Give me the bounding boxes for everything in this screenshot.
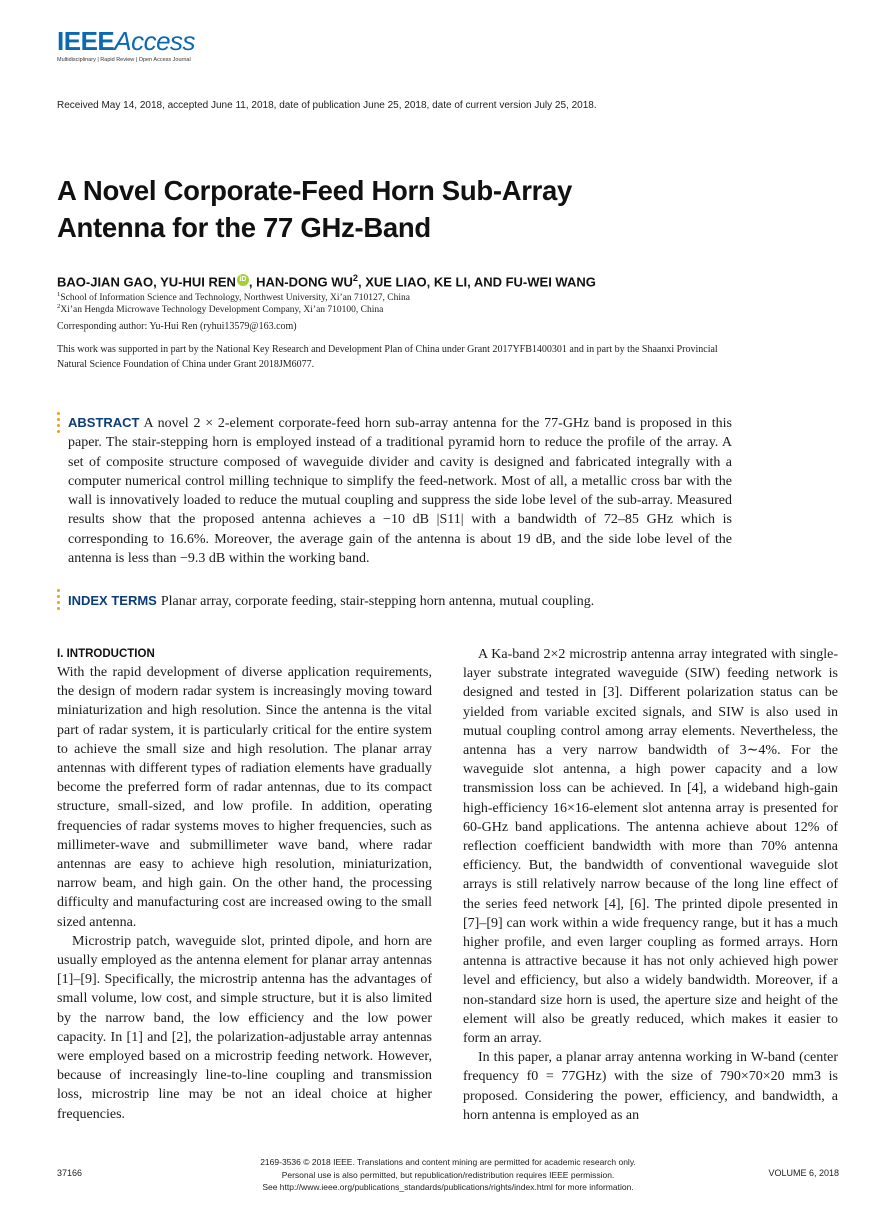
logo-ieee: IEEE <box>57 26 115 56</box>
left-column <box>57 645 432 1124</box>
affiliation-2-sup: 2 <box>57 303 61 310</box>
author-separator: , <box>357 274 366 290</box>
abstract <box>68 413 732 568</box>
affiliation-1-sup: 1 <box>57 291 61 298</box>
orcid-icon[interactable]: iD <box>237 274 249 286</box>
paper-title <box>57 172 677 246</box>
author-separator: , <box>467 274 474 290</box>
author-separator: , <box>426 274 434 290</box>
author-1[interactable]: BAO-JIAN GAO <box>57 274 154 290</box>
paragraph: Microstrip patch, waveguide slot, printed dipole, and horn are usually employed as the antenna element for planar array antennas [1]–[9]. Specifically, the microstrip antenna has the advantages of small volume, low cost, and simple structure, but it is also limited by the narrow band, the low efficiency and the low power capacity. In [1] and [2], the polarization-adjustable array antennas were employed based on a microstrip feeding network. However, because of increasingly line-to-line coupling and transmission loss, microstrip line may be not an ideal choice at higher frequencies. <box>57 933 432 1122</box>
abstract-text: A novel 2 × 2-element corporate-feed horn sub-array antenna for the 77-GHz band is proposed in this paper. The stair-stepping horn is employed instead of a traditional pyramid horn to reduce the profile of the array. A set of composite structure composed of waveguide divider and cavity is designed and fabricated integrally with a computer numerical control milling technique to simplify the feed-network. Most of all, a metallic cross bar with the wall is innovatively loaded to reduce the mutual coupling and suppress the side lobe level of the sub-array. Measured results show that the proposed antenna achieves a −10 dB |S11| with a bandwidth of 72–85 GHz which is corresponding to 16.6%. Moreover, the average gain of the antenna is about 19 dB, and the side lobe level of the antenna is less than −9.3 dB within the working band. <box>68 416 732 567</box>
page-number: 37166 <box>57 1168 83 1178</box>
paragraph: With the rapid development of diverse application requirements, the design of modern radar system is increasingly moving toward miniaturization and high resolution. Since the antenna is the vital part of radar system, it is particularly critical for the entire system to achieve the small size and high resolution. The planar array antennas with different types of radiation elements have gradually become the preferred form of radar antennas, due to its compact structure, small-sized, and low profile. In addition, operating frequencies of radar systems moves to higher frequencies, such as millimeter-wave and submillimeter wave band, where radar antennas are easy to achieve high resolution, miniaturization, narrow beam, and high gain. On the other hand, the processing difficulty and manufacturing cost are increased owing to the small sized antenna. <box>57 665 432 930</box>
volume-label: VOLUME 6, 2018 <box>768 1168 839 1178</box>
author-4[interactable]: XUE LIAO <box>365 274 427 290</box>
logo-access: Access <box>114 26 196 56</box>
author-6[interactable]: AND FU-WEI WANG <box>473 274 596 290</box>
paragraph: In this paper, a planar array antenna working in W-band (center frequency f0 = 77GHz) with the size of 790×70×20 mm3 is proposed. Considering the power, efficiency, and bandwidth, a horn antenna is employed as an <box>463 1050 838 1123</box>
author-separator: , <box>248 274 257 290</box>
footer-copyright <box>210 1156 686 1194</box>
footer-line-2: Personal use is also permitted, but republication/redistribution requires IEEE permission. <box>281 1169 615 1180</box>
right-column <box>463 645 838 1125</box>
title-line-2: Antenna for the 77 GHz-Band <box>57 212 431 243</box>
corresponding-author: Corresponding author: Yu-Hui Ren (ryhui13579@163.com) <box>57 321 297 332</box>
section-dots-icon <box>57 412 60 433</box>
affiliation-2 <box>57 303 383 315</box>
affiliation-1 <box>57 291 410 303</box>
funding-statement: This work was supported in part by the National Key Research and Development Plan of China under Grant 2017YFB1400301 and in part by the Shaanxi Provincial Natural Science Foundation of China under Grant 2018JM6077. <box>57 344 718 370</box>
index-terms-text: Planar array, corporate feeding, stair-stepping horn antenna, mutual coupling. <box>160 594 595 609</box>
abstract-label: ABSTRACT <box>68 415 140 430</box>
footer-line-3[interactable]: See http://www.ieee.org/publications_standards/publications/rights/index.html for more information. <box>262 1182 634 1192</box>
section-dots-icon <box>57 589 60 610</box>
paragraph: A Ka-band 2×2 microstrip antenna array integrated with single-layer substrate integrated waveguide (SIW) feeding network is designed and tested in [3]. Different polarization status can be yielded from variable excited signals, and SIW is also used in mutual coupling control among array elements. Nevertheless, the antenna has a very narrow bandwidth of 3∼4%. For the waveguide slot antenna, a high power capacity and a low transmission loss can be achieved. In [4], a wideband high-gain high-efficiency 16×16-element slot antenna array is presented for 60-GHz band applications. The antenna achieve about 12% of reflection coefficient bandwidth with more than 70% antenna efficiency. But, the bandwidth of conventional waveguide slot arrays is still relatively narrow because of the long line effect of the series feed network [4], [6]. The printed dipole presented in [7]–[9] can work within a wide frequency range, but it has a much higher profile, and even larger coupling as formed arrays. Horn antenna is attractive because it has not only achieved high power level and efficiency, but also a widely bandwidth. Moreover, if a non-standard size horn is used, the aperture size and height of the element will also be greatly reduced, which makes it easier to form an array. <box>463 647 838 1047</box>
affiliation-1-text: School of Information Science and Technology, Northwest University, Xi’an 710127, China <box>60 293 410 304</box>
logo-tagline: Multidisciplinary | Rapid Review | Open Access Journal <box>57 57 191 63</box>
index-terms-label: INDEX TERMS <box>68 593 157 608</box>
section-heading-introduction: I. INTRODUCTION <box>57 648 155 660</box>
journal-logo <box>57 26 195 57</box>
affiliation-2-text: Xi’an Hengda Microwave Technology Development Company, Xi’an 710100, China <box>60 305 384 316</box>
author-list <box>57 273 596 289</box>
author-2[interactable]: YU-HUI REN <box>160 274 236 290</box>
author-3-affil-sup: 2 <box>352 273 358 283</box>
title-line-1: A Novel Corporate-Feed Horn Sub-Array <box>57 175 573 206</box>
author-3[interactable]: HAN-DONG WU <box>256 274 353 290</box>
author-separator: , <box>153 274 161 290</box>
author-5[interactable]: KE LI <box>433 274 468 290</box>
footer-line-1: 2169-3536 © 2018 IEEE. Translations and content mining are permitted for academic research only. <box>260 1157 636 1167</box>
index-terms <box>68 591 732 611</box>
received-dates: Received May 14, 2018, accepted June 11, 2018, date of publication June 25, 2018, date of current version July 25, 2018. <box>57 100 597 111</box>
